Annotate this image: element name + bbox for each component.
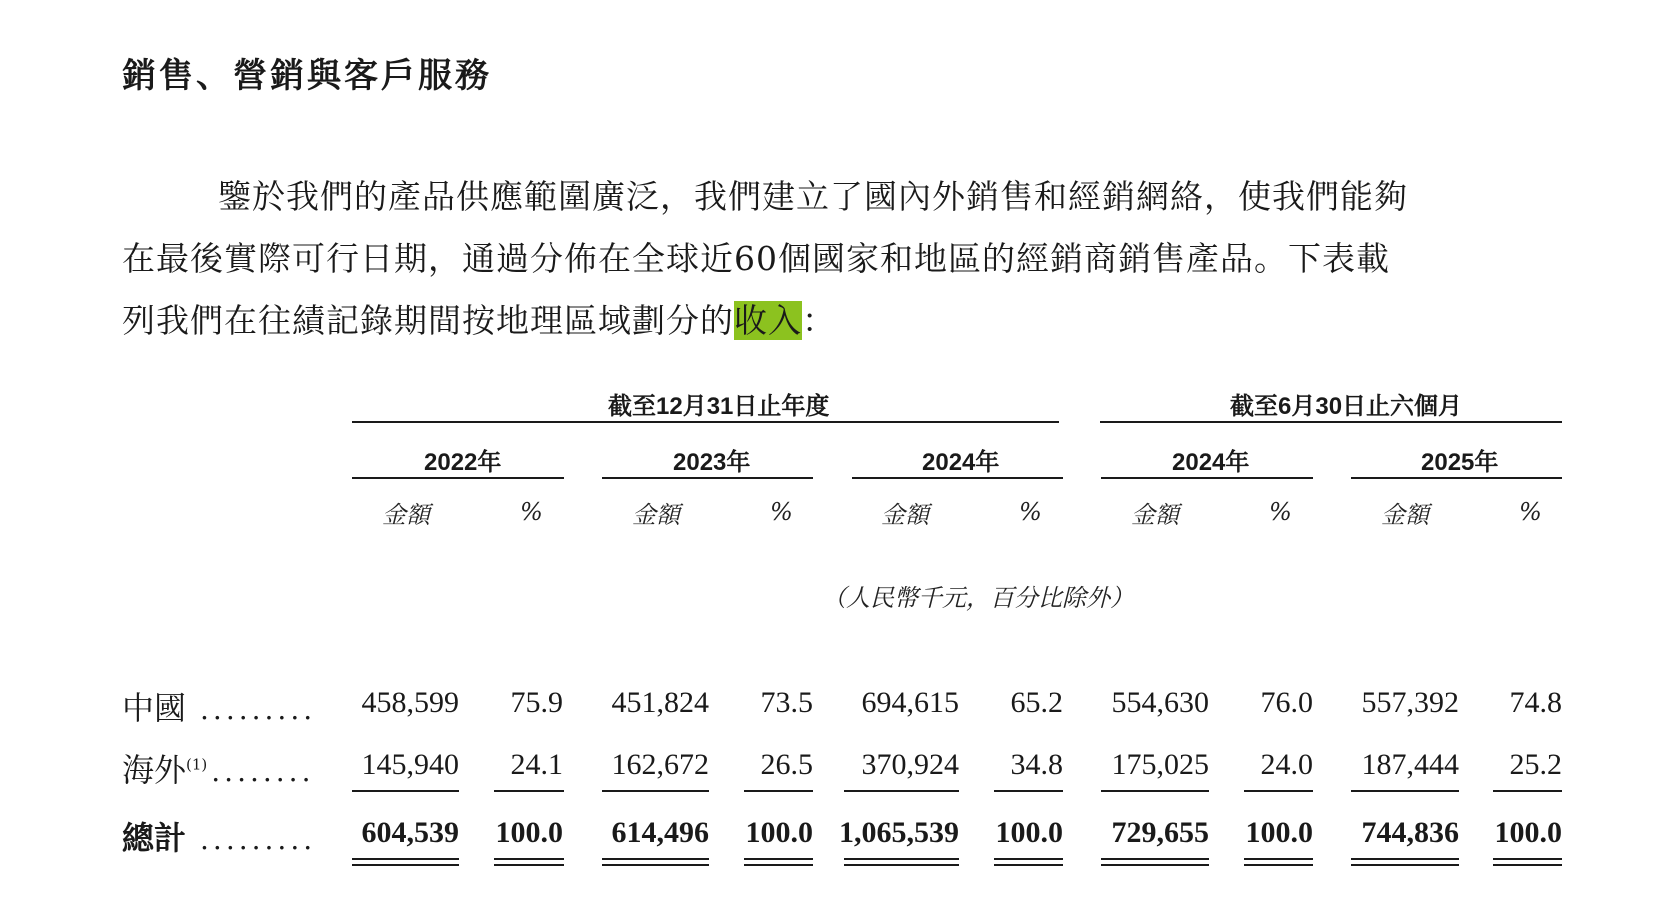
total-double-rule [994, 858, 1063, 860]
intro-paragraph [122, 166, 1554, 352]
paragraph-line-3 [122, 290, 1554, 352]
row-label-text: 中國 [122, 689, 187, 727]
percent-header: % [1019, 498, 1042, 526]
total-double-rule [1493, 858, 1562, 860]
paragraph-line-2: 在最後實際可行日期，通過分佈在全球近60個國家和地區的經銷商銷售產品。下表載 [122, 239, 1390, 278]
highlighted-text[interactable]: 收入 [734, 301, 802, 340]
year-rule [1101, 477, 1313, 479]
group-rule-annual [352, 421, 1059, 423]
cell-percent: 73.5 [760, 686, 813, 719]
subtotal-rule [994, 790, 1063, 792]
cell-percent: 76.0 [1260, 686, 1313, 719]
cell-percent: 100.0 [745, 816, 813, 849]
cell-percent: 24.0 [1260, 748, 1313, 781]
year-rule [602, 477, 813, 479]
cell-amount: 729,655 [1111, 816, 1209, 849]
percent-header: % [520, 498, 543, 526]
paragraph-line-1: 鑒於我們的產品供應範圍廣泛，我們建立了國內外銷售和經銷網絡，使我們能夠 [218, 177, 1408, 216]
total-double-rule [1351, 858, 1459, 860]
cell-percent: 100.0 [495, 816, 563, 849]
total-double-rule [744, 858, 813, 860]
leader-dots: ........ [211, 755, 315, 788]
percent-header: % [1269, 498, 1292, 526]
amount-header: 金額 [382, 501, 430, 529]
cell-amount: 187,444 [1361, 748, 1459, 781]
group-header-annual: 截至12月31日止年度 [608, 393, 830, 420]
cell-amount: 1,065,539 [839, 816, 959, 849]
amount-header: 金額 [1381, 501, 1429, 529]
footnote-marker: (1) [186, 755, 208, 774]
total-double-rule [1244, 864, 1313, 866]
cell-amount: 145,940 [361, 748, 459, 781]
group-rule-six-months [1100, 421, 1562, 423]
total-double-rule [844, 864, 959, 866]
total-double-rule [1101, 858, 1209, 860]
subtotal-rule [1351, 790, 1459, 792]
section-heading: 銷售、營銷與客戶服務 [122, 56, 492, 96]
cell-percent: 100.0 [995, 816, 1063, 849]
total-double-rule [1101, 864, 1209, 866]
unit-note: （人民幣千元，百分比除外） [822, 584, 1134, 612]
cell-amount: 162,672 [611, 748, 709, 781]
cell-amount: 554,630 [1111, 686, 1209, 719]
cell-percent: 100.0 [1494, 816, 1562, 849]
amount-header: 金額 [632, 501, 680, 529]
total-double-rule [494, 858, 564, 860]
row-label-overseas [122, 745, 314, 791]
cell-amount: 604,539 [361, 816, 459, 849]
subtotal-rule [844, 790, 959, 792]
cell-amount: 370,924 [861, 748, 959, 781]
total-double-rule [494, 864, 564, 866]
year-header-2024: 2024年 [922, 449, 1000, 476]
total-double-rule [1351, 864, 1459, 866]
leader-dots: ......... [200, 823, 317, 856]
paragraph-line-3-end: ： [802, 301, 836, 340]
cell-percent: 26.5 [760, 748, 813, 781]
paragraph-line-3-text: 列我們在往績記錄期間按地理區域劃分的 [122, 301, 734, 340]
cell-amount: 694,615 [861, 686, 959, 719]
total-double-rule [1493, 864, 1562, 866]
cell-percent: 100.0 [1245, 816, 1313, 849]
amount-header: 金額 [1131, 501, 1179, 529]
row-label-text: 海外 [122, 751, 187, 789]
percent-header: % [1519, 498, 1542, 526]
cell-percent: 65.2 [1010, 686, 1063, 719]
row-label-total [122, 813, 316, 859]
subtotal-rule [1244, 790, 1313, 792]
cell-amount: 614,496 [611, 816, 709, 849]
total-double-rule [1244, 858, 1313, 860]
year-header-2023: 2023年 [673, 449, 751, 476]
subtotal-rule [744, 790, 813, 792]
amount-header: 金額 [881, 501, 929, 529]
row-label-china [122, 683, 316, 729]
cell-percent: 25.2 [1509, 748, 1562, 781]
total-double-rule [994, 864, 1063, 866]
total-double-rule [352, 864, 459, 866]
year-rule [1351, 477, 1562, 479]
cell-amount: 744,836 [1361, 816, 1459, 849]
cell-amount: 175,025 [1111, 748, 1209, 781]
year-header-2024-h1: 2024年 [1172, 449, 1250, 476]
subtotal-rule [1101, 790, 1209, 792]
year-rule [352, 477, 564, 479]
total-double-rule [744, 864, 813, 866]
cell-amount: 451,824 [611, 686, 709, 719]
subtotal-rule [1493, 790, 1562, 792]
cell-percent: 24.1 [510, 748, 563, 781]
cell-amount: 557,392 [1361, 686, 1459, 719]
cell-percent: 34.8 [1010, 748, 1063, 781]
subtotal-rule [352, 790, 459, 792]
row-label-text: 總計 [122, 819, 187, 857]
year-rule [852, 477, 1063, 479]
subtotal-rule [494, 790, 564, 792]
year-header-2022: 2022年 [424, 449, 502, 476]
total-double-rule [352, 858, 459, 860]
cell-percent: 74.8 [1509, 686, 1562, 719]
percent-header: % [770, 498, 793, 526]
subtotal-rule [602, 790, 709, 792]
group-header-six-months: 截至6月30日止六個月 [1230, 393, 1463, 420]
year-header-2025-h1: 2025年 [1421, 449, 1499, 476]
leader-dots: ......... [200, 693, 317, 726]
total-double-rule [844, 858, 959, 860]
total-double-rule [602, 858, 709, 860]
total-double-rule [602, 864, 709, 866]
cell-percent: 75.9 [510, 686, 563, 719]
cell-amount: 458,599 [361, 686, 459, 719]
